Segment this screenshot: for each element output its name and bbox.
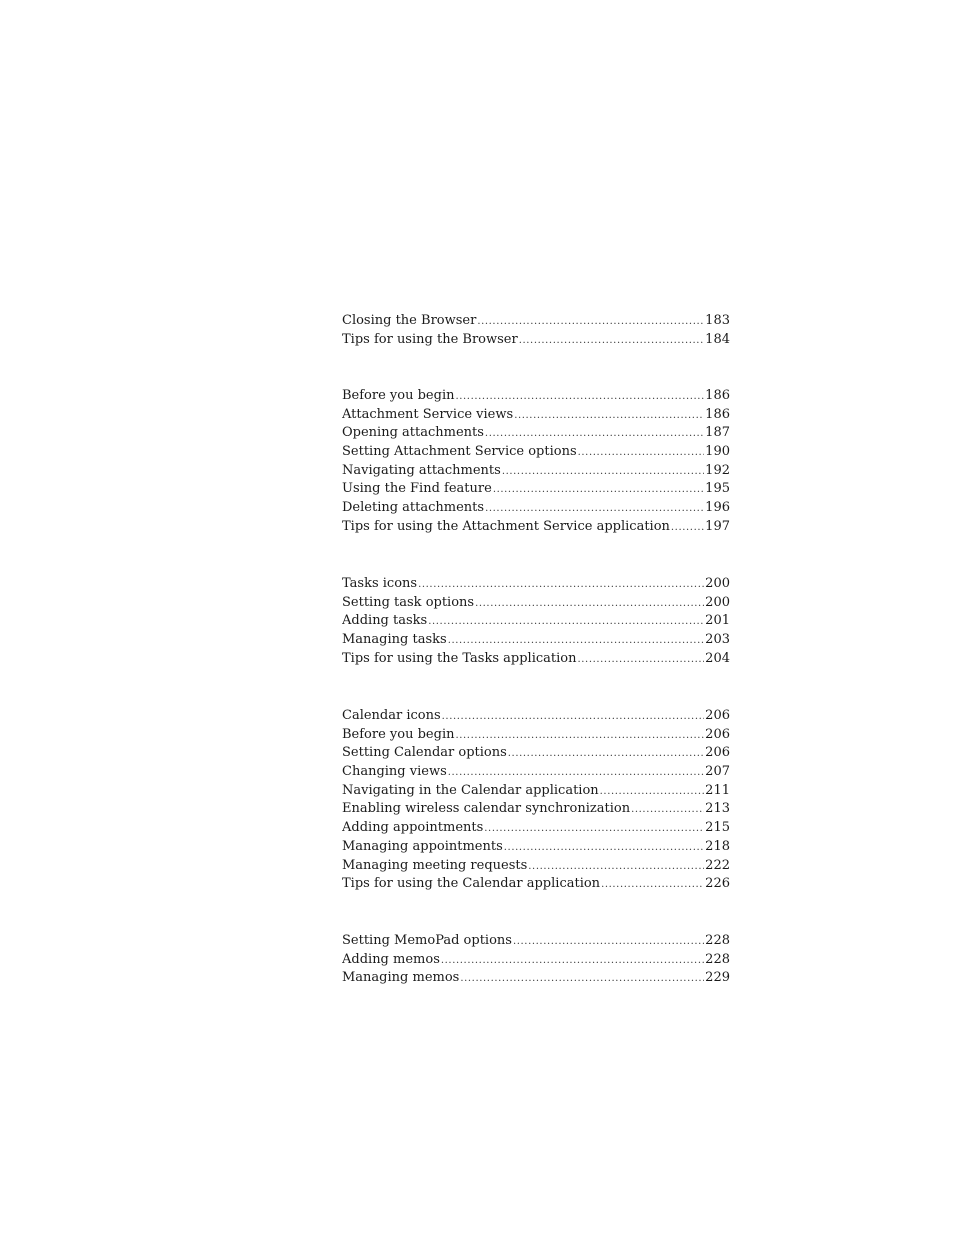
toc-dot-leader bbox=[514, 407, 704, 425]
toc-page-number: 229 bbox=[705, 970, 730, 986]
toc-page-number: 186 bbox=[705, 406, 730, 422]
toc-dot-leader bbox=[578, 444, 705, 462]
toc-dot-leader bbox=[528, 858, 704, 876]
toc-group-browser bbox=[342, 312, 730, 387]
toc-entry-title: Tips for using the Tasks application bbox=[342, 650, 577, 666]
toc-entry-title: Closing the Browser bbox=[342, 313, 477, 328]
toc-entry-title: Managing memos bbox=[342, 970, 460, 986]
toc-dot-leader bbox=[428, 613, 704, 631]
toc-dot-leader bbox=[577, 651, 704, 669]
toc-dot-leader bbox=[600, 783, 705, 801]
toc-dot-leader bbox=[484, 820, 704, 838]
toc-group-attachment-service bbox=[342, 387, 730, 575]
toc-dot-leader bbox=[631, 801, 704, 819]
toc-entry-title: Managing appointments bbox=[342, 838, 503, 854]
toc-group-tasks bbox=[342, 575, 730, 707]
toc-dot-leader bbox=[502, 463, 704, 481]
toc-page-number: 197 bbox=[705, 518, 730, 534]
toc-entry[interactable] bbox=[342, 594, 730, 613]
toc-entry[interactable] bbox=[342, 575, 730, 594]
toc-entry-title: Changing views bbox=[342, 764, 447, 780]
toc-page-number: 190 bbox=[705, 444, 730, 460]
toc-entry-title: Adding tasks bbox=[342, 613, 428, 629]
toc-entry-title: Tips for using the Browser bbox=[342, 331, 518, 347]
toc-entry[interactable] bbox=[342, 800, 730, 819]
toc-entry-title: Adding memos bbox=[342, 951, 440, 967]
toc-entry-title: Tips for using the Calendar application bbox=[342, 876, 601, 892]
toc-page-number: 195 bbox=[705, 481, 730, 497]
toc-group-calendar bbox=[342, 707, 730, 932]
toc-entry-title: Navigating attachments bbox=[342, 462, 501, 478]
toc-entry[interactable] bbox=[342, 932, 730, 951]
toc-page-number: 186 bbox=[705, 388, 730, 403]
toc-entry-title: Setting Attachment Service options bbox=[342, 444, 577, 460]
toc-entry-title: Adding appointments bbox=[342, 820, 484, 836]
toc-dot-leader bbox=[441, 952, 704, 970]
toc-dot-leader bbox=[601, 876, 704, 894]
toc-dot-leader bbox=[442, 708, 705, 726]
toc-entry[interactable] bbox=[342, 443, 730, 462]
toc-entry[interactable] bbox=[342, 312, 730, 331]
toc-entry[interactable] bbox=[342, 650, 730, 669]
toc-entry-title: Calendar icons bbox=[342, 708, 441, 723]
toc-dot-leader bbox=[455, 388, 704, 406]
toc-entry[interactable] bbox=[342, 819, 730, 838]
toc-entry-title: Opening attachments bbox=[342, 425, 484, 441]
toc-dot-leader bbox=[485, 500, 704, 518]
toc-entry-title: Using the Find feature bbox=[342, 481, 492, 497]
toc-entry[interactable] bbox=[342, 480, 730, 499]
toc-dot-leader bbox=[504, 839, 704, 857]
toc-page-number: 196 bbox=[705, 500, 730, 516]
toc-entry-title: Before you begin bbox=[342, 388, 455, 403]
toc-page-number: 192 bbox=[705, 462, 730, 478]
toc-page-number: 207 bbox=[705, 764, 730, 780]
toc-entry-title: Setting MemoPad options bbox=[342, 933, 512, 948]
toc-page-number: 206 bbox=[705, 726, 730, 742]
toc-entry-title: Navigating in the Calendar application bbox=[342, 782, 599, 798]
toc-dot-leader bbox=[513, 933, 704, 951]
toc-entry-title: Before you begin bbox=[342, 726, 455, 742]
toc-dot-leader bbox=[448, 632, 704, 650]
toc-entry-title: Setting Calendar options bbox=[342, 745, 507, 761]
toc-group-memopad bbox=[342, 932, 730, 992]
toc-entry[interactable] bbox=[342, 331, 730, 350]
toc-entry[interactable] bbox=[342, 499, 730, 518]
toc-dot-leader bbox=[418, 576, 704, 594]
toc-page-number: 200 bbox=[705, 576, 730, 591]
toc-entry-title: Attachment Service views bbox=[342, 406, 514, 422]
toc-page-number: 204 bbox=[705, 650, 730, 666]
toc-dot-leader bbox=[460, 970, 704, 988]
toc-entry-title: Enabling wireless calendar synchronization bbox=[342, 801, 631, 817]
toc-entry-title: Managing meeting requests bbox=[342, 857, 528, 873]
toc-entry[interactable] bbox=[342, 875, 730, 894]
toc-entry[interactable] bbox=[342, 631, 730, 650]
toc-entry[interactable] bbox=[342, 406, 730, 425]
toc-page-number: 187 bbox=[705, 425, 730, 441]
toc-dot-leader bbox=[671, 519, 704, 537]
toc-page-number: 222 bbox=[705, 857, 730, 873]
toc-dot-leader bbox=[485, 425, 704, 443]
toc-entry[interactable] bbox=[342, 424, 730, 443]
toc-page-number: 213 bbox=[705, 801, 730, 817]
toc-page-number: 183 bbox=[705, 313, 730, 328]
toc-entry[interactable] bbox=[342, 744, 730, 763]
toc-dot-leader bbox=[519, 332, 704, 350]
toc-dot-leader bbox=[448, 764, 704, 782]
toc-page-number: 200 bbox=[705, 594, 730, 610]
toc-entry[interactable] bbox=[342, 763, 730, 782]
toc-entry[interactable] bbox=[342, 969, 730, 988]
toc-entry[interactable] bbox=[342, 387, 730, 406]
toc-entry[interactable] bbox=[342, 838, 730, 857]
toc-entry[interactable] bbox=[342, 612, 730, 631]
toc-dot-leader bbox=[475, 595, 704, 613]
toc-entry-title: Tasks icons bbox=[342, 576, 418, 591]
toc-page-number: 206 bbox=[705, 745, 730, 761]
table-of-contents bbox=[342, 312, 730, 992]
toc-page-number: 218 bbox=[705, 838, 730, 854]
toc-dot-leader bbox=[493, 481, 704, 499]
toc-entry[interactable] bbox=[342, 857, 730, 876]
toc-dot-leader bbox=[477, 313, 704, 331]
toc-page-number: 228 bbox=[705, 933, 730, 948]
toc-page-number: 203 bbox=[705, 632, 730, 648]
toc-entry[interactable] bbox=[342, 518, 730, 537]
toc-entry[interactable] bbox=[342, 726, 730, 745]
toc-entry-title: Managing tasks bbox=[342, 632, 447, 648]
toc-page-number: 215 bbox=[705, 820, 730, 836]
toc-entry[interactable] bbox=[342, 951, 730, 970]
toc-entry[interactable] bbox=[342, 782, 730, 801]
toc-page-number: 206 bbox=[705, 708, 730, 723]
toc-entry[interactable] bbox=[342, 707, 730, 726]
toc-entry-title: Deleting attachments bbox=[342, 500, 485, 516]
toc-page-number: 228 bbox=[705, 951, 730, 967]
toc-page-number: 184 bbox=[705, 331, 730, 347]
toc-entry-title: Tips for using the Attachment Service application bbox=[342, 518, 670, 534]
toc-page-number: 201 bbox=[705, 613, 730, 629]
toc-entry[interactable] bbox=[342, 462, 730, 481]
toc-page-number: 211 bbox=[705, 782, 730, 798]
toc-page-number: 226 bbox=[705, 876, 730, 892]
toc-dot-leader bbox=[508, 745, 704, 763]
toc-dot-leader bbox=[455, 727, 704, 745]
toc-entry-title: Setting task options bbox=[342, 594, 475, 610]
